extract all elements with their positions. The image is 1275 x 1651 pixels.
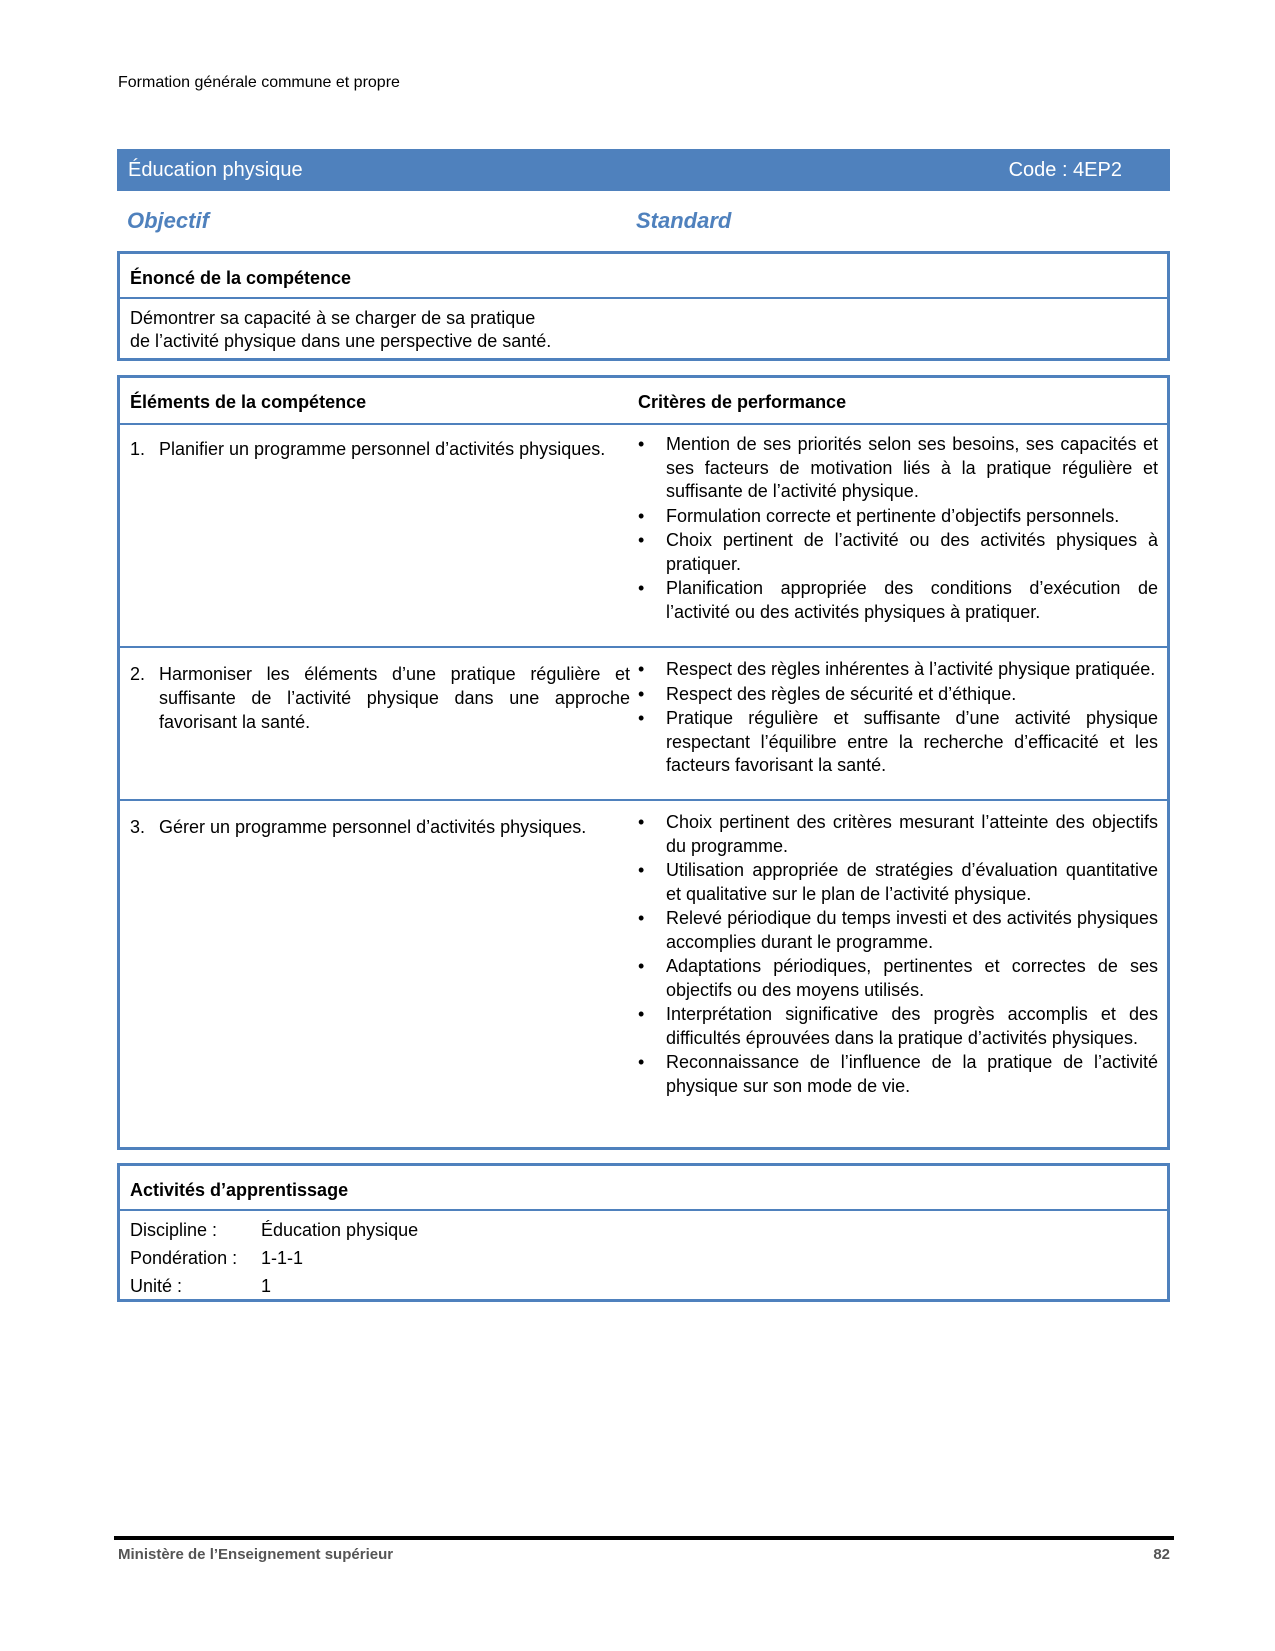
element-text: Gérer un programme personnel d’activités physiques. (159, 817, 587, 837)
list-item (638, 859, 1158, 906)
element-cell (130, 437, 630, 461)
footer-divider (114, 1536, 1174, 1540)
bullet-icon: • (638, 578, 645, 598)
ponderation-row (130, 1244, 1157, 1272)
ponderation-value: 1-1-1 (261, 1248, 304, 1268)
criterion-text: Pratique régulière et suffisante d’une activité physique respectant l’équilibre entre la recherche d’efficacité et les facteurs favorisant la santé. (666, 708, 1158, 775)
bullet-icon: • (638, 1052, 645, 1072)
element-cell (130, 815, 630, 839)
list-item (638, 955, 1158, 1002)
element-number: 3. (130, 817, 146, 837)
bullet-icon: • (638, 860, 645, 880)
enonce-line: de l’activité physique dans une perspective de santé. (130, 331, 552, 351)
activites-heading: Activités d’apprentissage (120, 1166, 1167, 1211)
course-code: Code : 4EP2 (1008, 159, 1122, 181)
ponderation-label: Pondération : (130, 1248, 238, 1268)
list-item (638, 1051, 1158, 1098)
enonce-body (120, 299, 1167, 353)
criterion-text: Relevé périodique du temps investi et des activités physiques accomplies durant le programme. (666, 908, 1158, 952)
list-item (638, 577, 1158, 624)
table-row (120, 799, 1167, 1147)
list-item (638, 683, 1158, 707)
objectif-heading: Objectif (127, 208, 209, 233)
criterion-text: Utilisation appropriée de stratégies d’évaluation quantitative et qualitative sur le plan de l’activité physique. (666, 860, 1158, 904)
element-number: 2. (130, 664, 146, 684)
list-item (638, 433, 1158, 504)
bullet-icon: • (638, 683, 645, 704)
elements-table-header (120, 378, 1167, 425)
unite-label: Unité : (130, 1276, 183, 1296)
criterion-text: Respect des règles inhérentes à l’activité physique pratiquée. (666, 659, 1156, 679)
elements-heading: Éléments de la compétence (130, 392, 367, 412)
list-item (638, 529, 1158, 576)
bullet-icon: • (638, 505, 645, 526)
element-text: Planifier un programme personnel d’activités physiques. (159, 439, 606, 459)
list-item (638, 707, 1158, 778)
list-item (638, 811, 1158, 858)
page-number: 82 (1153, 1546, 1170, 1563)
bullet-icon: • (638, 956, 645, 976)
criterion-text: Mention de ses priorités selon ses besoins, ses capacités et ses facteurs de motivation liés à la pratique régulière et suffisante de l’activité physique. (666, 434, 1158, 501)
element-number: 1. (130, 439, 146, 459)
criterion-text: Planification appropriée des conditions d’exécution de l’activité ou des activités physiques à pratiquer. (666, 578, 1158, 622)
element-cell (130, 662, 630, 734)
criteria-list (638, 811, 1158, 1099)
elements-table (117, 375, 1170, 1150)
list-item (638, 907, 1158, 954)
element-text: Harmoniser les éléments d’une pratique régulière et suffisante de l’activité physique dans une approche favorisant la santé. (159, 664, 630, 732)
criteria-list (638, 658, 1158, 779)
enonce-heading: Énoncé de la compétence (120, 254, 1167, 299)
enonce-line: Démontrer sa capacité à se charger de sa pratique (130, 308, 536, 328)
list-item (638, 505, 1158, 529)
table-row (120, 423, 1167, 646)
discipline-row (130, 1216, 1157, 1244)
table-row (120, 646, 1167, 799)
criterion-text: Reconnaissance de l’influence de la pratique de l’activité physique sur son mode de vie. (666, 1052, 1158, 1096)
criterion-text: Adaptations périodiques, pertinentes et correctes de ses objectifs ou des moyens utilisés. (666, 956, 1158, 1000)
criterion-text: Respect des règles de sécurité et d’éthique. (666, 683, 1017, 704)
bullet-icon: • (638, 434, 645, 454)
course-title: Éducation physique (128, 159, 303, 181)
discipline-value: Éducation physique (261, 1220, 419, 1240)
activites-body (120, 1211, 1167, 1300)
criterion-text: Interprétation significative des progrès accomplis et des difficultés éprouvées dans la pratique d’activités physiques. (666, 1004, 1158, 1048)
criterion-text: Choix pertinent de l’activité ou des activités physiques à pratiquer. (666, 530, 1158, 574)
document-section-label: Formation générale commune et propre (118, 74, 400, 91)
enonce-box (117, 251, 1170, 361)
discipline-label: Discipline : (130, 1220, 218, 1240)
bullet-icon: • (638, 1004, 645, 1024)
criterion-text: Formulation correcte et pertinente d’objectifs personnels. (666, 505, 1120, 526)
bullet-icon: • (638, 659, 645, 679)
course-banner (117, 149, 1170, 191)
unite-row (130, 1272, 1157, 1300)
footer-ministry: Ministère de l’Enseignement supérieur (118, 1546, 394, 1563)
bullet-icon: • (638, 908, 645, 928)
criteres-heading: Critères de performance (638, 392, 847, 412)
bullet-icon: • (638, 708, 645, 728)
criterion-text: Choix pertinent des critères mesurant l’atteinte des objectifs du programme. (666, 812, 1158, 856)
unite-value: 1 (261, 1276, 272, 1296)
criteria-list (638, 433, 1158, 625)
bullet-icon: • (638, 530, 645, 550)
list-item (638, 1003, 1158, 1050)
activites-box (117, 1163, 1170, 1302)
bullet-icon: • (638, 812, 645, 832)
standard-heading: Standard (636, 208, 732, 233)
list-item (638, 658, 1158, 682)
